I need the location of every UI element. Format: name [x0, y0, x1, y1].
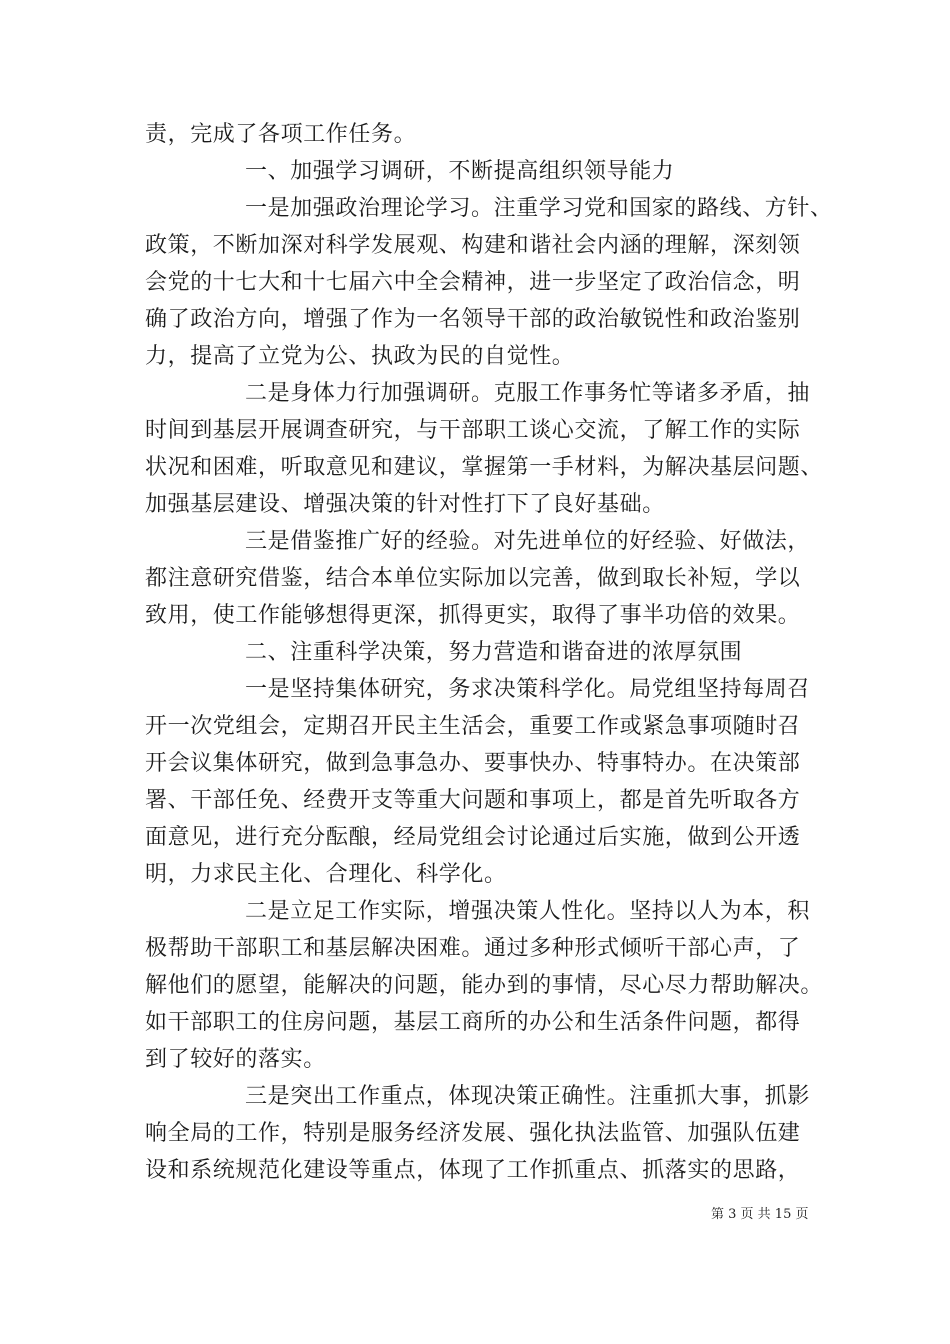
- text-line: 设和系统规范化建设等重点，体现了工作抓重点、抓落实的思路，: [145, 1158, 801, 1183]
- section-heading: 一、加强学习调研，不断提高组织领导能力: [245, 159, 675, 184]
- text-line: 加强基层建设、增强决策的针对性打下了良好基础。: [145, 492, 665, 517]
- text-line: 开会议集体研究，做到急事急办、要事快办、特事特办。在决策部: [145, 751, 801, 776]
- text-line: 确了政治方向，增强了作为一名领导干部的政治敏锐性和政治鉴别: [145, 307, 801, 332]
- text-line: 致用，使工作能够想得更深，抓得更实，取得了事半功倍的效果。: [145, 603, 801, 628]
- text-line: 力，提高了立党为公、执政为民的自觉性。: [145, 344, 575, 369]
- text-line: 明，力求民主化、合理化、科学化。: [145, 862, 507, 887]
- paragraph-first-line: 三是借鉴推广好的经验。对先进单位的好经验、好做法，: [245, 529, 811, 554]
- text-line: 署、干部任免、经费开支等重大问题和事项上，都是首先听取各方: [145, 788, 801, 813]
- text-line: 极帮助干部职工和基层解决困难。通过多种形式倾听干部心声，了: [145, 936, 801, 961]
- paragraph-first-line: 一是加强政治理论学习。注重学习党和国家的路线、方针、: [245, 196, 833, 221]
- text-line: 政策，不断加深对科学发展观、构建和谐社会内涵的理解，深刻领: [145, 233, 801, 258]
- text-line: 都注意研究借鉴，结合本单位实际加以完善，做到取长补短，学以: [145, 566, 801, 591]
- paragraph-first-line: 三是突出工作重点，体现决策正确性。注重抓大事，抓影: [245, 1084, 811, 1109]
- text-line: 面意见，进行充分酝酿，经局党组会讨论通过后实施，做到公开透: [145, 825, 801, 850]
- text-line: 解他们的愿望，能解决的问题，能办到的事情，尽心尽力帮助解决。: [145, 973, 824, 998]
- page-number-footer: 第 3 页 共 15 页: [711, 1207, 809, 1222]
- paragraph-first-line: 二是立足工作实际，增强决策人性化。坚持以人为本，积: [245, 899, 811, 924]
- text-line: 责，完成了各项工作任务。: [145, 122, 417, 147]
- section-heading: 二、注重科学决策，努力营造和谐奋进的浓厚氛围: [245, 640, 743, 665]
- text-line: 如干部职工的住房问题，基层工商所的办公和生活条件问题，都得: [145, 1010, 801, 1035]
- text-line: 会党的十七大和十七届六中全会精神，进一步坚定了政治信念，明: [145, 270, 801, 295]
- text-line: 开一次党组会，定期召开民主生活会，重要工作或紧急事项随时召: [145, 714, 801, 739]
- text-line: 到了较好的落实。: [145, 1047, 326, 1072]
- paragraph-first-line: 一是坚持集体研究，务求决策科学化。局党组坚持每周召: [245, 677, 811, 702]
- text-line: 响全局的工作，特别是服务经济发展、强化执法监管、加强队伍建: [145, 1121, 801, 1146]
- text-line: 时间到基层开展调查研究，与干部职工谈心交流，了解工作的实际: [145, 418, 801, 443]
- paragraph-first-line: 二是身体力行加强调研。克服工作事务忙等诸多矛盾，抽: [245, 381, 811, 406]
- text-line: 状况和困难，听取意见和建议，掌握第一手材料，为解决基层问题、: [145, 455, 824, 480]
